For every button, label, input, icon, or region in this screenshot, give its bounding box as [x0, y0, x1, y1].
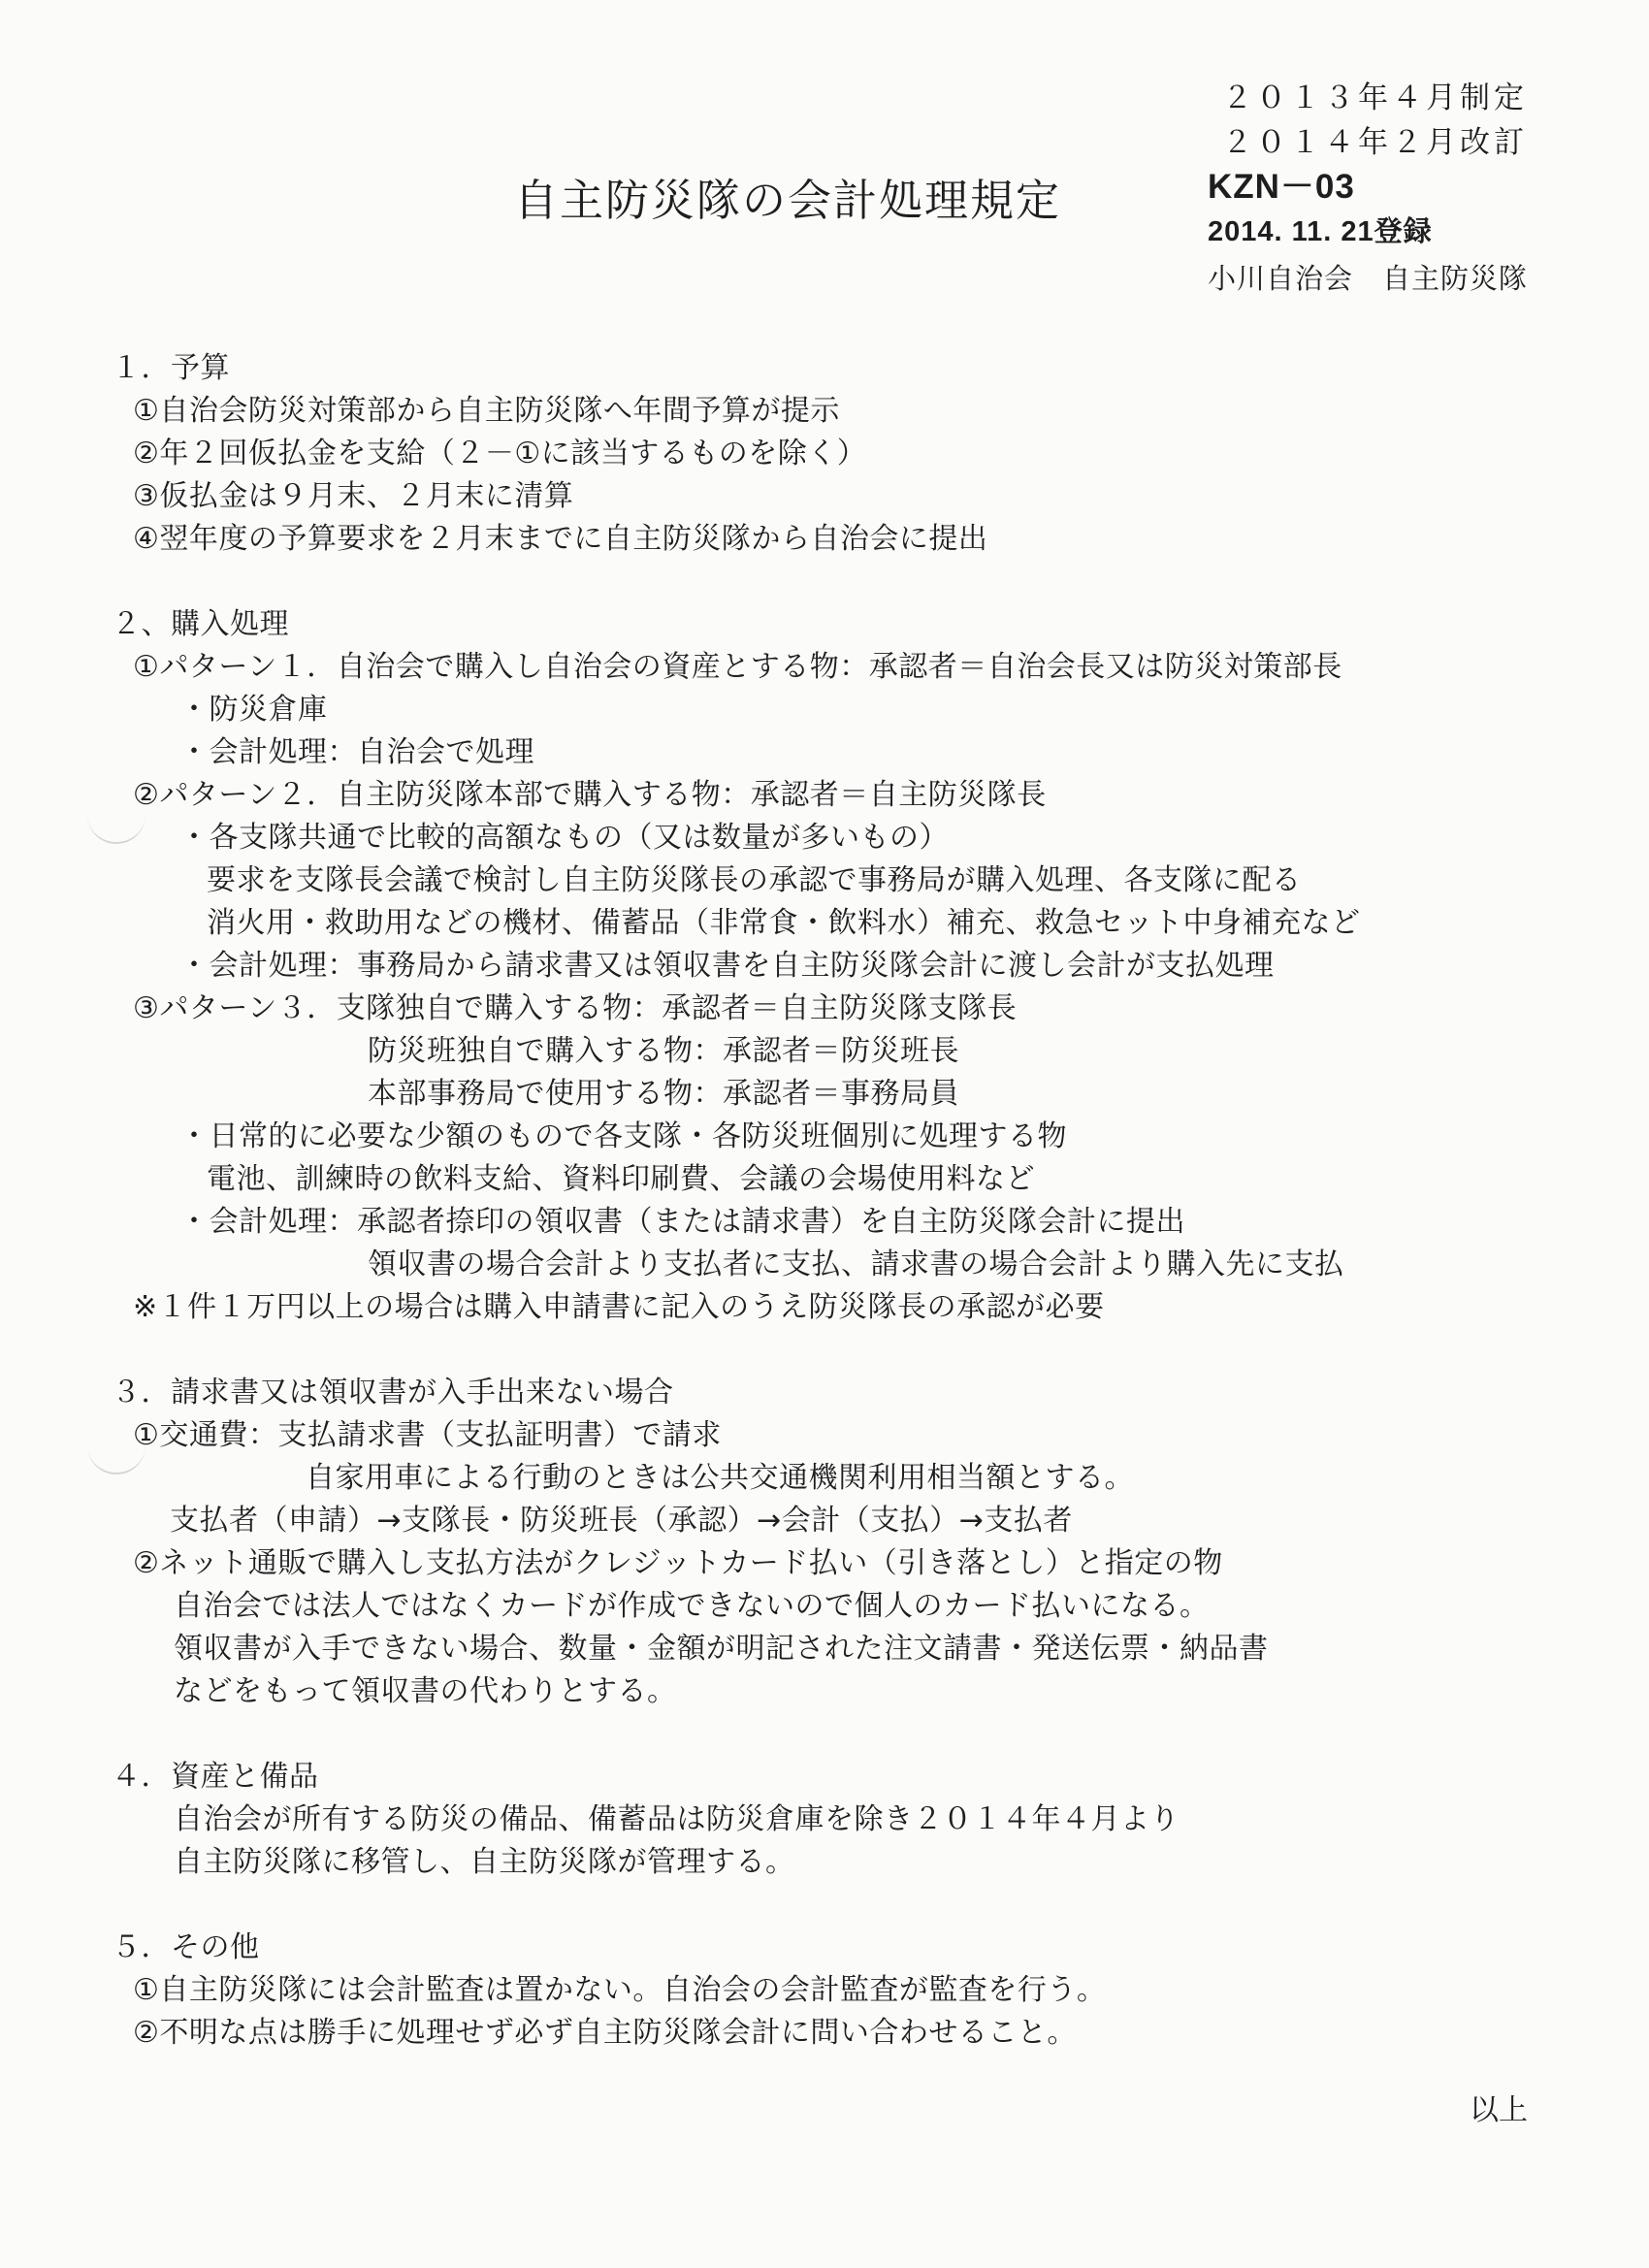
- section-heading-other: ５．その他: [112, 1930, 260, 1964]
- no-receipt-line: 支払者（申請）→支隊長・防災班長（承認）→会計（支払）→支払者: [170, 1504, 1073, 1538]
- document-title: 自主防災隊の会計処理規定: [514, 175, 1062, 226]
- no-receipt-line: ①交通費：支払請求書（支払証明書）で請求: [133, 1418, 722, 1452]
- purchase-line: ②パターン２．自主防災隊本部で購入する物：承認者＝自主防災隊長: [133, 778, 1047, 812]
- budget-line: ③仮払金は９月末、２月末に清算: [133, 479, 574, 513]
- purchase-line: ③パターン３．支隊独自で購入する物：承認者＝自主防災隊支隊長: [133, 991, 1018, 1025]
- registration-date: 2014. 11. 21登録: [1207, 216, 1433, 247]
- purchase-line: ①パターン１．自治会で購入し自治会の資産とする物：承認者＝自治会長又は防災対策部長: [133, 650, 1342, 684]
- purchase-line: 消火用・救助用などの機材、備蓄品（非常食・飲料水）補充、救急セット中身補充など: [207, 906, 1361, 940]
- no-receipt-line: 領収書が入手できない場合、数量・金額が明記された注文請書・発送伝票・納品書: [174, 1632, 1269, 1666]
- assets-line: 自治会が所有する防災の備品、備蓄品は防災倉庫を除き２０１４年４月より: [174, 1802, 1180, 1836]
- section-heading-budget: １．予算: [112, 351, 230, 385]
- purchase-line: ・会計処理：事務局から請求書又は領収書を自主防災隊会計に渡し会計が支払処理: [179, 949, 1275, 983]
- purchase-line: ・各支隊共通で比較的高額なもの（又は数量が多いもの）: [179, 821, 949, 855]
- purchase-line: 防災班独自で購入する物：承認者＝防災班長: [368, 1034, 959, 1068]
- section-heading-no-receipt: ３．請求書又は領収書が入手出来ない場合: [112, 1376, 674, 1409]
- document-code: KZN－03: [1207, 168, 1355, 206]
- revised-date: ２０１４年２月改訂: [1222, 125, 1528, 160]
- closing-mark: 以上: [1470, 2093, 1528, 2127]
- no-receipt-line: などをもって領収書の代わりとする。: [174, 1674, 677, 1708]
- purchase-line: 要求を支隊長会議で検討し自主防災隊長の承認で事務局が購入処理、各支隊に配る: [207, 863, 1302, 897]
- purchase-line: 領収書の場合会計より支払者に支払、請求書の場合会計より購入先に支払: [368, 1247, 1344, 1281]
- budget-line: ①自治会防災対策部から自主防災隊へ年間予算が提示: [133, 394, 840, 428]
- other-line: ①自主防災隊には会計監査は置かない。自治会の会計監査が監査を行う。: [133, 1973, 1107, 2007]
- no-receipt-line: 自治会では法人ではなくカードが作成できないので個人のカード払いになる。: [174, 1589, 1210, 1623]
- no-receipt-line: 自家用車による行動のときは公共交通機関利用相当額とする。: [306, 1461, 1134, 1495]
- organization-name: 小川自治会 自主防災隊: [1207, 262, 1528, 295]
- purchase-line: 電池、訓練時の飲料支給、資料印刷費、会議の会場使用料など: [207, 1162, 1035, 1196]
- purchase-line: ・会計処理：承認者捺印の領収書（または請求書）を自主防災隊会計に提出: [179, 1205, 1185, 1239]
- section-heading-assets: ４．資産と備品: [112, 1760, 319, 1794]
- purchase-note: ※１件１万円以上の場合は購入申請書に記入のうえ防災隊長の承認が必要: [133, 1290, 1105, 1324]
- document-body: [112, 347, 1537, 2055]
- purchase-line: ・会計処理：自治会で処理: [179, 735, 534, 769]
- established-date: ２０１３年４月制定: [1222, 81, 1528, 115]
- other-line: ②不明な点は勝手に処理せず必ず自主防災隊会計に問い合わせること。: [133, 2016, 1077, 2050]
- purchase-line: 本部事務局で使用する物：承認者＝事務局員: [368, 1077, 959, 1111]
- purchase-line: ・防災倉庫: [179, 693, 328, 727]
- purchase-line: ・日常的に必要な少額のもので各支隊・各防災班個別に処理する物: [179, 1119, 1067, 1153]
- section-heading-purchase: ２、購入処理: [112, 607, 289, 641]
- assets-line: 自主防災隊に移管し、自主防災隊が管理する。: [174, 1845, 795, 1879]
- budget-line: ②年２回仮払金を支給（２－①に該当するものを除く）: [133, 437, 867, 470]
- budget-line: ④翌年度の予算要求を２月末までに自主防災隊から自治会に提出: [133, 522, 988, 556]
- document-meta: [1208, 76, 1528, 303]
- no-receipt-line: ②ネット通販で購入し支払方法がクレジットカード払い（引き落とし）と指定の物: [133, 1546, 1223, 1580]
